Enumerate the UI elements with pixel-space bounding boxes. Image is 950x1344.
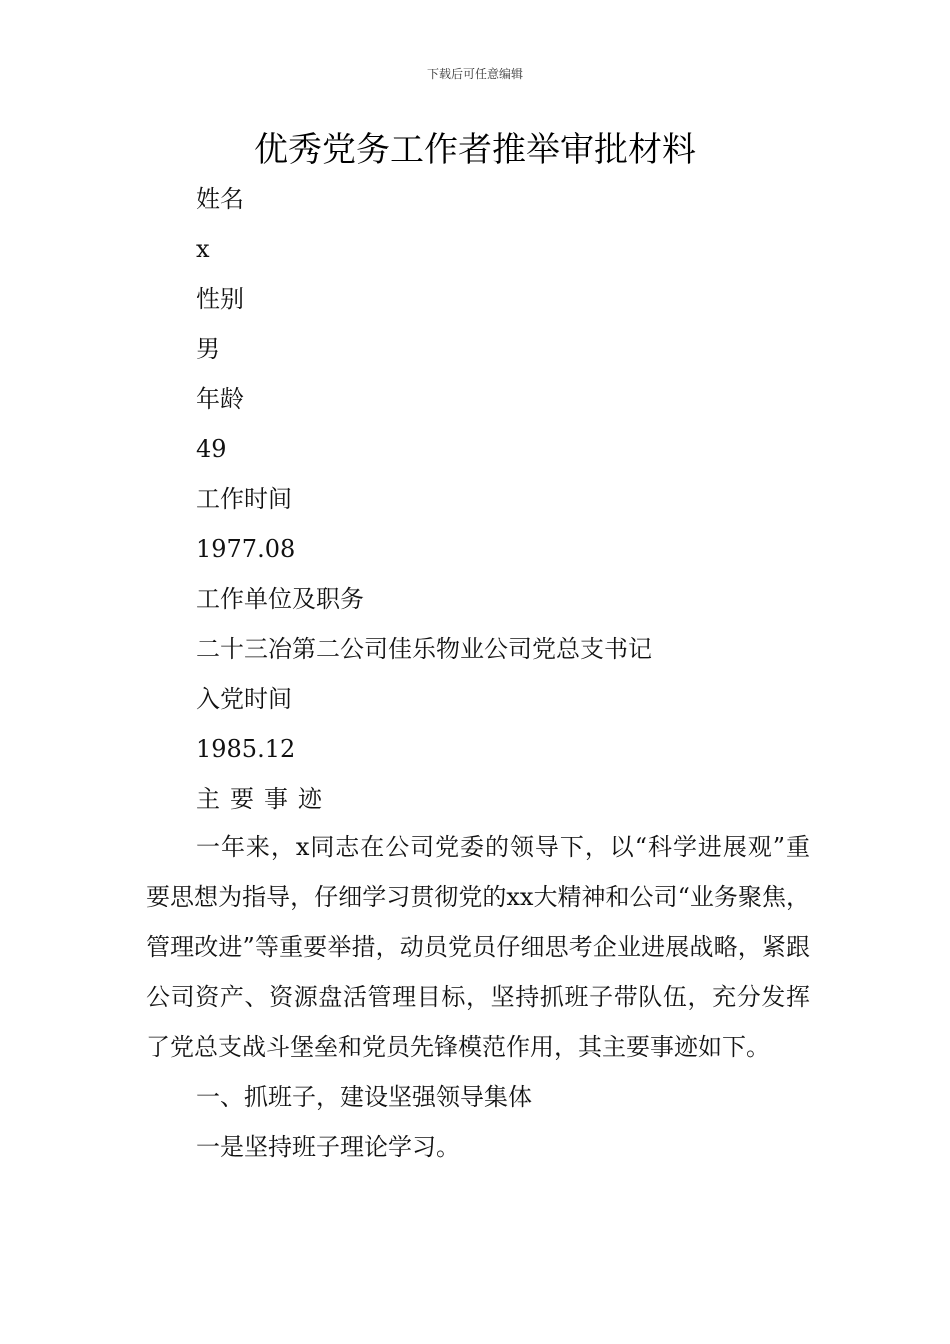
field-label-employer-position: 工作单位及职务 [196,585,364,613]
field-value-name: x [196,235,210,263]
point-1: 一是坚持班子理论学习。 [196,1133,460,1161]
field-label-gender: 性别 [196,285,244,313]
info-fields [196,174,816,824]
field-label-party-join-date: 入党时间 [196,685,292,713]
field-value-gender: 男 [196,335,220,363]
subsection-heading-1: 一、抓班子，建设坚强领导集体 [196,1083,532,1111]
body-text [146,822,810,1172]
field-label-age: 年龄 [196,385,244,413]
field-label-work-start: 工作时间 [196,485,292,513]
field-label-name: 姓名 [196,185,244,213]
page-header-note: 下载后可任意编辑 [426,67,523,81]
section-heading-main-deeds: 主要事迹 [196,785,332,813]
field-value-age: 49 [196,435,227,463]
field-value-party-join-date: 1985.12 [196,735,296,763]
intro-paragraph: 一年来，x同志在公司党委的领导下，以“科学进展观”重要思想为指导，仔细学习贯彻党的xx大精神和公司“业务聚焦，管理改进”等重要举措，动员党员仔细思考企业进展战略，紧跟公司资产、资源盘活管理目标，坚持抓班子带队伍，充分发挥了党总支战斗堡垒和党员先锋模范作用，其主要事迹如下。 [146,833,810,1061]
field-value-employer-position: 二十三冶第二公司佳乐物业公司党总支书记 [196,635,652,663]
document-title: 优秀党务工作者推举审批材料 [254,130,696,170]
field-value-work-start: 1977.08 [196,535,296,563]
